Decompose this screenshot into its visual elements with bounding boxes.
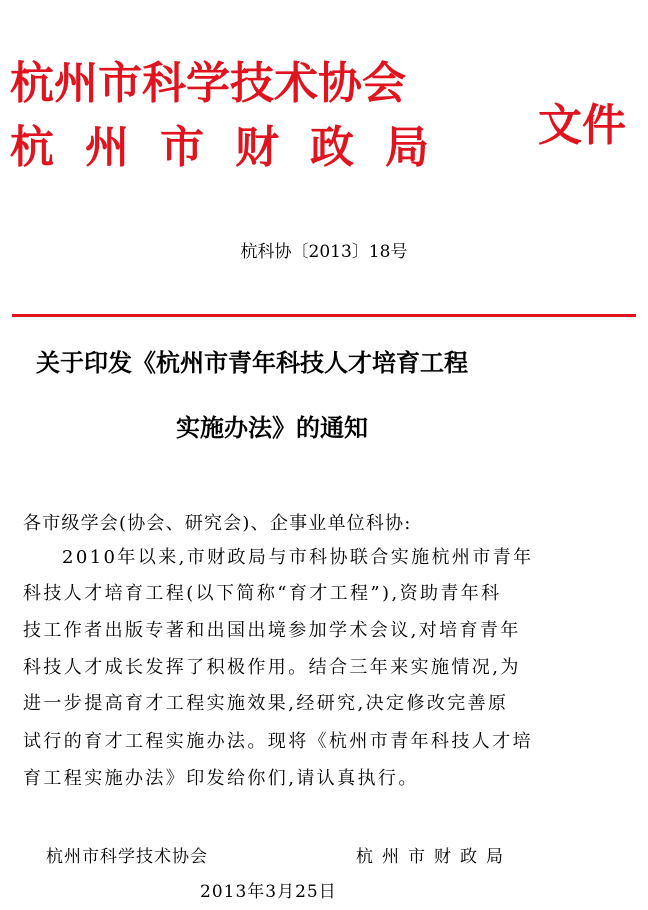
body-line: 试行的育才工程实施办法。现将《杭州市青年科技人才培 [23,731,533,752]
signer-science-association: 杭州市科学技术协会 [46,847,208,867]
issuing-org-line-1: 杭州市科学技术协会 [10,58,406,109]
issue-date: 2013年3月25日 [200,882,337,902]
body-line: 科技人才培育工程(以下简称“育才工程”),资助青年科 [23,583,502,604]
body-line: 技工作者出版专著和出国出境参加学术会议,对培育青年 [23,620,521,641]
document-title-line-1: 关于印发《杭州市青年科技人才培育工程 [36,348,468,377]
document-title-line-2: 实施办法》的通知 [176,413,368,442]
document-number: 杭科协〔2013〕18号 [240,242,408,262]
body-line: 进一步提高育才工程实施效果,经研究,决定修改完善原 [23,693,509,714]
signer-finance-bureau: 杭州市财政局 [356,847,512,867]
document-type-label: 文件 [538,100,626,151]
body-line: 育工程实施办法》印发给你们,请认真执行。 [23,768,419,789]
issuing-org-line-2: 杭州市财政局 [10,122,460,173]
salutation: 各市级学会(协会、研究会)、企事业单位科协: [23,513,412,534]
red-divider [12,314,636,317]
body-line: 2010年以来,市财政局与市科协联合实施杭州市青年 [62,547,534,568]
body-line: 科技人才成长发挥了积极作用。结合三年来实施情况,为 [23,657,521,678]
